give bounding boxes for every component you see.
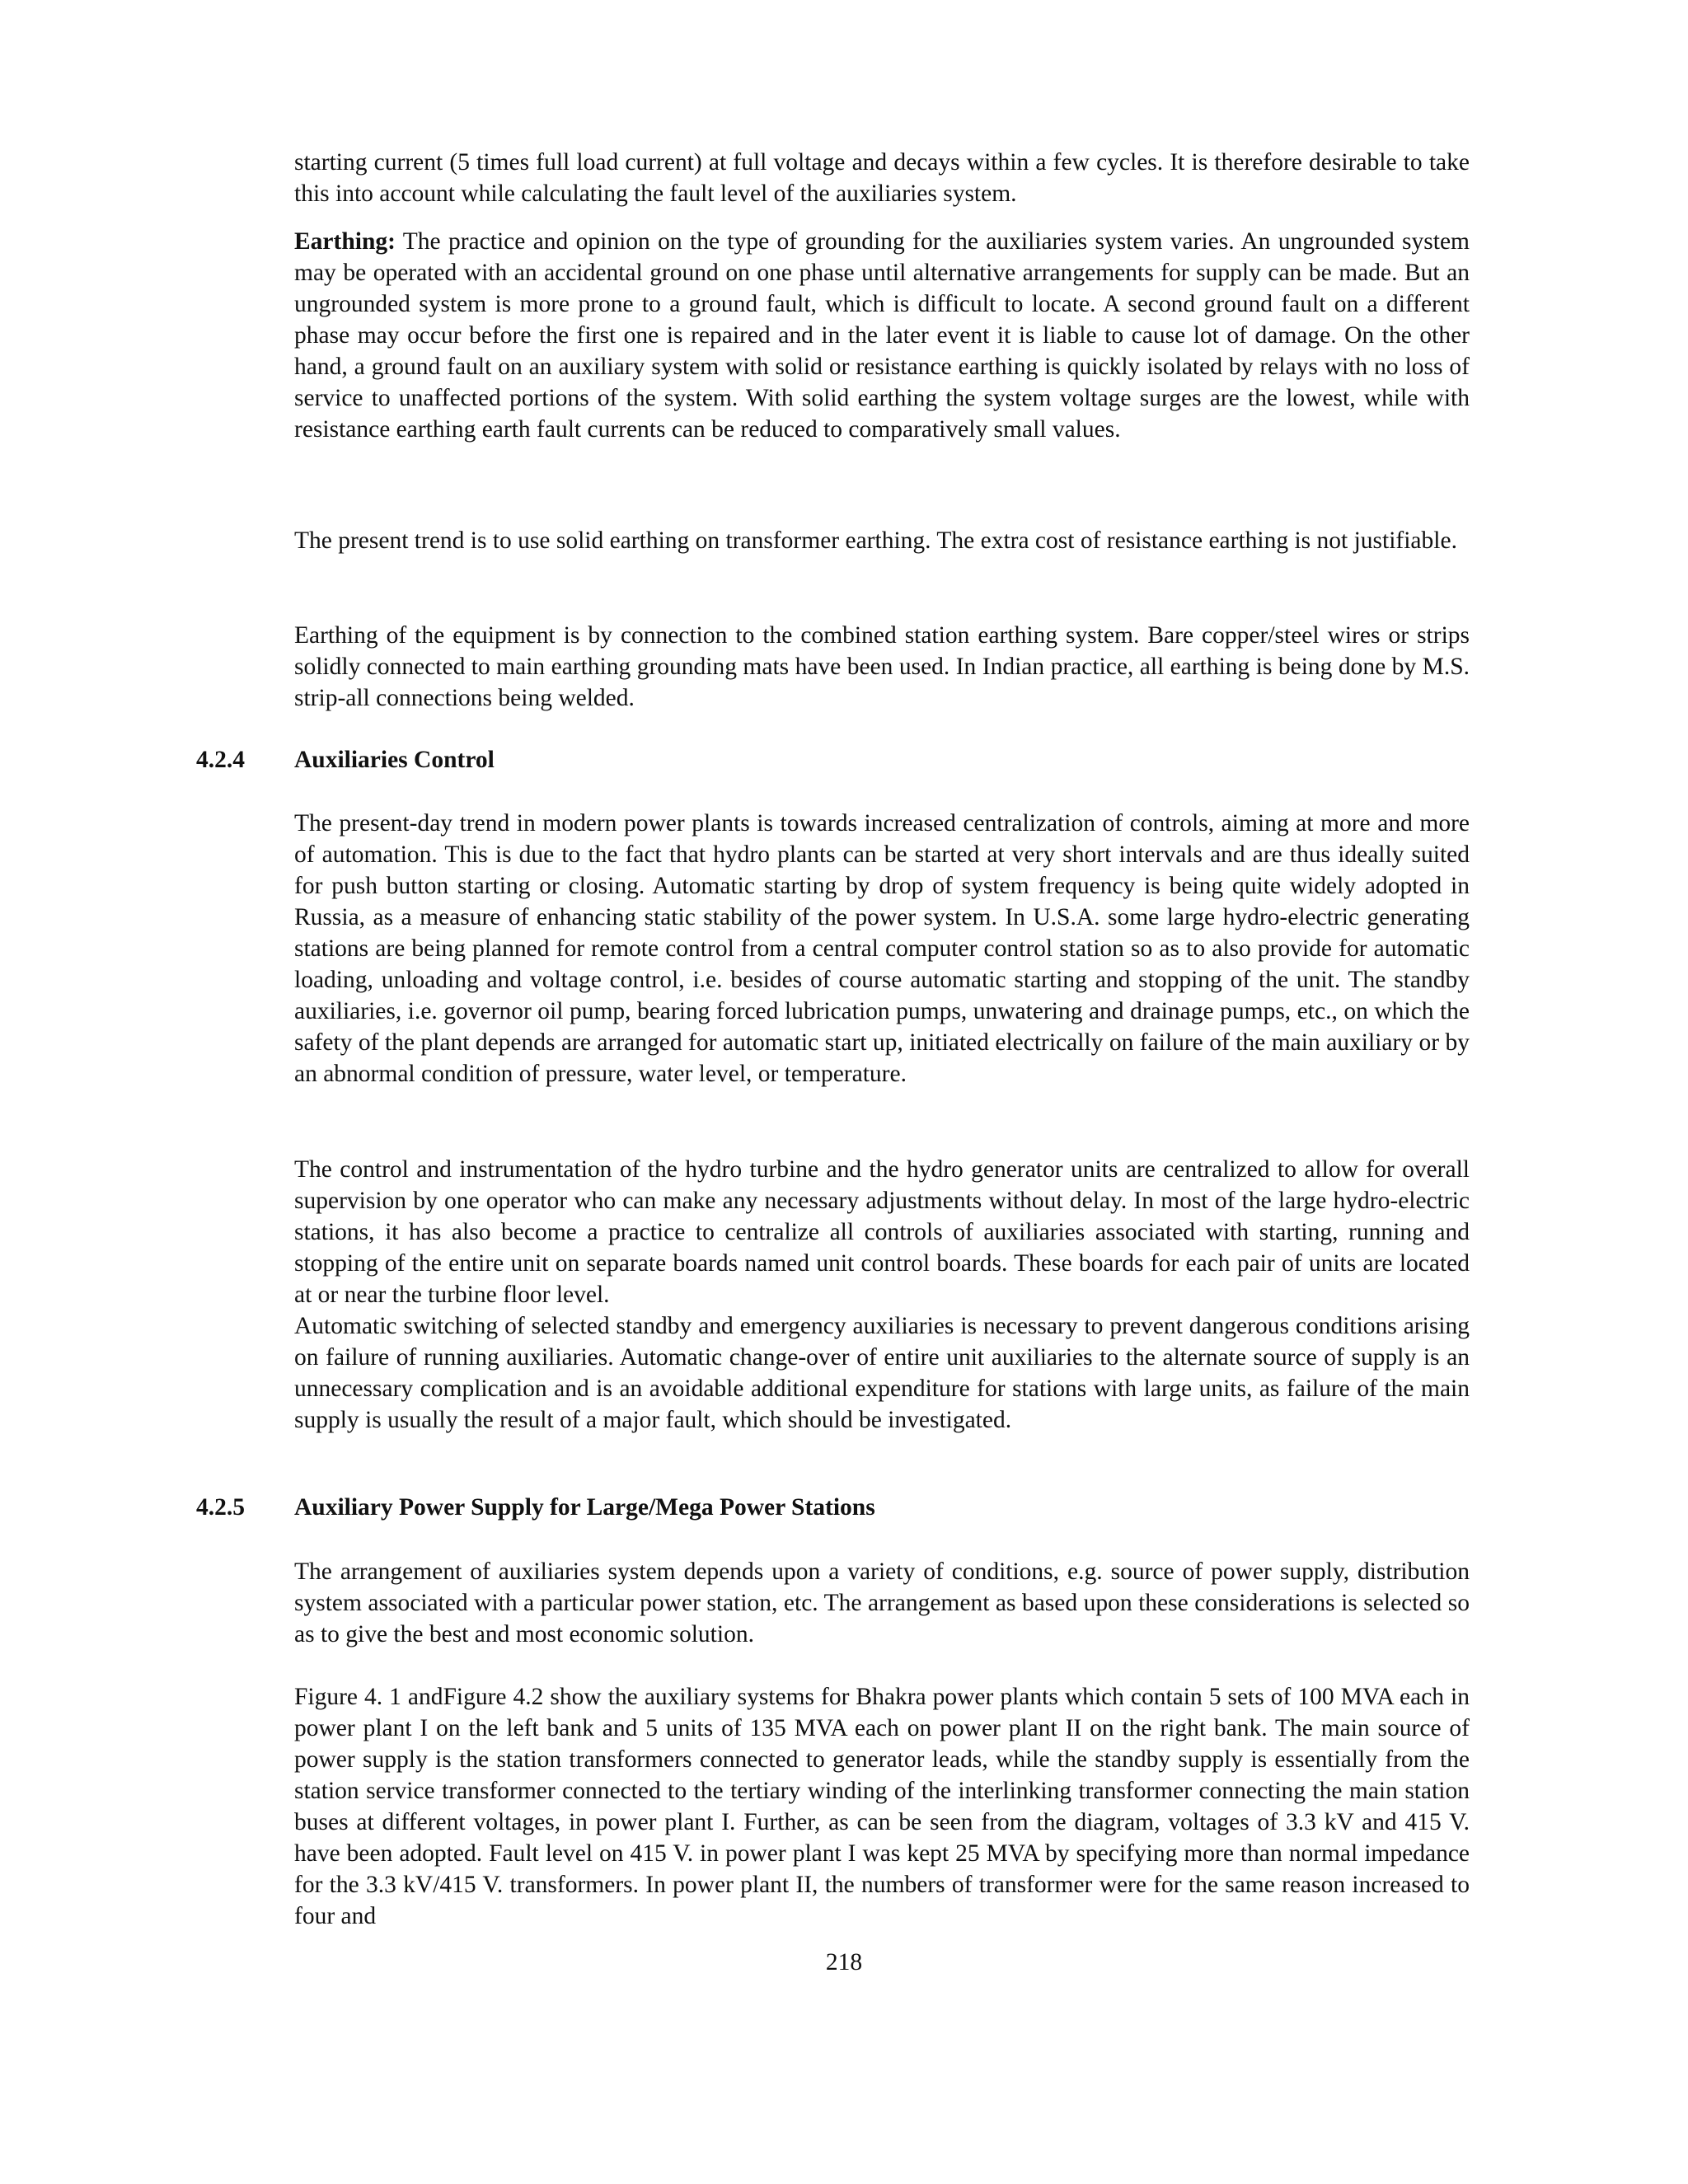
page-number: 218 (825, 1949, 863, 1975)
section-title-auxiliaries-control: Auxiliaries Control (294, 747, 495, 773)
paragraph-equipment-earthing: Earthing of the equipment is by connection to the combined station earthing system. Bare copper/steel wires or strips solidly connected to main earthing grounding mats have been used. In Indian practice, all earthing is being done by M.S. strip-all connections being welded. (294, 622, 1470, 711)
section-number-4-2-5: 4.2.5 (196, 1494, 245, 1521)
paragraph-bhakra-figures: Figure 4. 1 andFigure 4.2 show the auxiliary systems for Bhakra power plants which contain 5 sets of 100 MVA each in power plant I on the left bank and 5 units of 135 MVA each on power plant II on the right bank. The main source of power supply is the station transformers connected to generator leads, while the standby supply is essentially from the station service transformer connected to the tertiary winding of the interlinking transformer connecting the main station buses at different voltages, in power plant I. Further, as can be seen from the diagram, voltages of 3.3 kV and 415 V. have been adopted. Fault level on 415 V. in power plant I was kept 25 MVA by specifying more than normal impedance for the 3.3 kV/415 V. transformers. In power plant II, the numbers of transformer were for the same reason increased to four and (294, 1684, 1470, 1929)
paragraph-centralization: The present-day trend in modern power plants is towards increased centralization of controls, aiming at more and more of automation. This is due to the fact that hydro plants can be started at very short intervals and are thus ideally suited for push button starting or closing. Automatic starting by drop of system frequency is being quite widely adopted in Russia, as a measure of enhancing static stability of the power system. In U.S.A. some large hydro-electric generating stations are being planned for remote control from a central computer control station so as to also provide for automatic loading, unloading and voltage control, i.e. besides of course automatic starting and stopping of the unit. The standby auxiliaries, i.e. governor oil pump, bearing forced lubrication pumps, unwatering and drainage pumps, etc., on which the safety of the plant depends are arranged for automatic start up, initiated electrically on failure of the main auxiliary or by an abnormal condition of pressure, water level, or temperature. (294, 810, 1470, 1087)
paragraph-starting-current: starting current (5 times full load current) at full voltage and decays within a few cycles. It is therefore desirable to take this into account while calculating the fault level of the auxiliaries system. (294, 149, 1470, 207)
paragraph-earthing (294, 226, 1470, 445)
section-number-4-2-4: 4.2.4 (196, 747, 245, 773)
paragraph-automatic-switching: Automatic switching of selected standby and emergency auxiliaries is necessary to prevent dangerous conditions arising on failure of running auxiliaries. Automatic change-over of entire unit auxiliaries to the alternate source of supply is an unnecessary complication and is an avoidable additional expenditure for stations with large units, as failure of the main supply is usually the result of a major fault, which should be investigated. (294, 1313, 1470, 1433)
earthing-lead-label: Earthing: (294, 228, 396, 255)
paragraph-present-trend: The present trend is to use solid earthing on transformer earthing. The extra cost of resistance earthing is not justifiable. (294, 527, 1457, 554)
paragraph-arrangement: The arrangement of auxiliaries system depends upon a variety of conditions, e.g. source of power supply, distribution system associated with a particular power station, etc. The arrangement as based upon these considerations is selected so as to give the best and most economic solution. (294, 1558, 1470, 1647)
paragraph-control-instrumentation: The control and instrumentation of the hydro turbine and the hydro generator units are centralized to allow for overall supervision by one operator who can make any necessary adjustments without delay. In most of the large hydro-electric stations, it has also become a practice to centralize all controls of auxiliaries associated with starting, running and stopping of the entire unit on separate boards named unit control boards. These boards for each pair of units are located at or near the turbine floor level. (294, 1156, 1470, 1308)
earthing-body: The practice and opinion on the type of grounding for the auxiliaries system varies. An ungrounded system may be operated with an accidental ground on one phase until alternative arrangements for supply can be made. But an ungrounded system is more prone to a ground fault, which is difficult to locate. A second ground fault on a different phase may occur before the first one is repaired and in the later event it is liable to cause lot of damage. On the other hand, a ground fault on an auxiliary system with solid or resistance earthing is quickly isolated by relays with no loss of service to unaffected portions of the system. With solid earthing the system voltage surges are the lowest, while with resistance earthing earth fault currents can be reduced to comparatively small values. (294, 228, 1470, 443)
section-title-auxiliary-power-supply: Auxiliary Power Supply for Large/Mega Power Stations (294, 1494, 875, 1521)
